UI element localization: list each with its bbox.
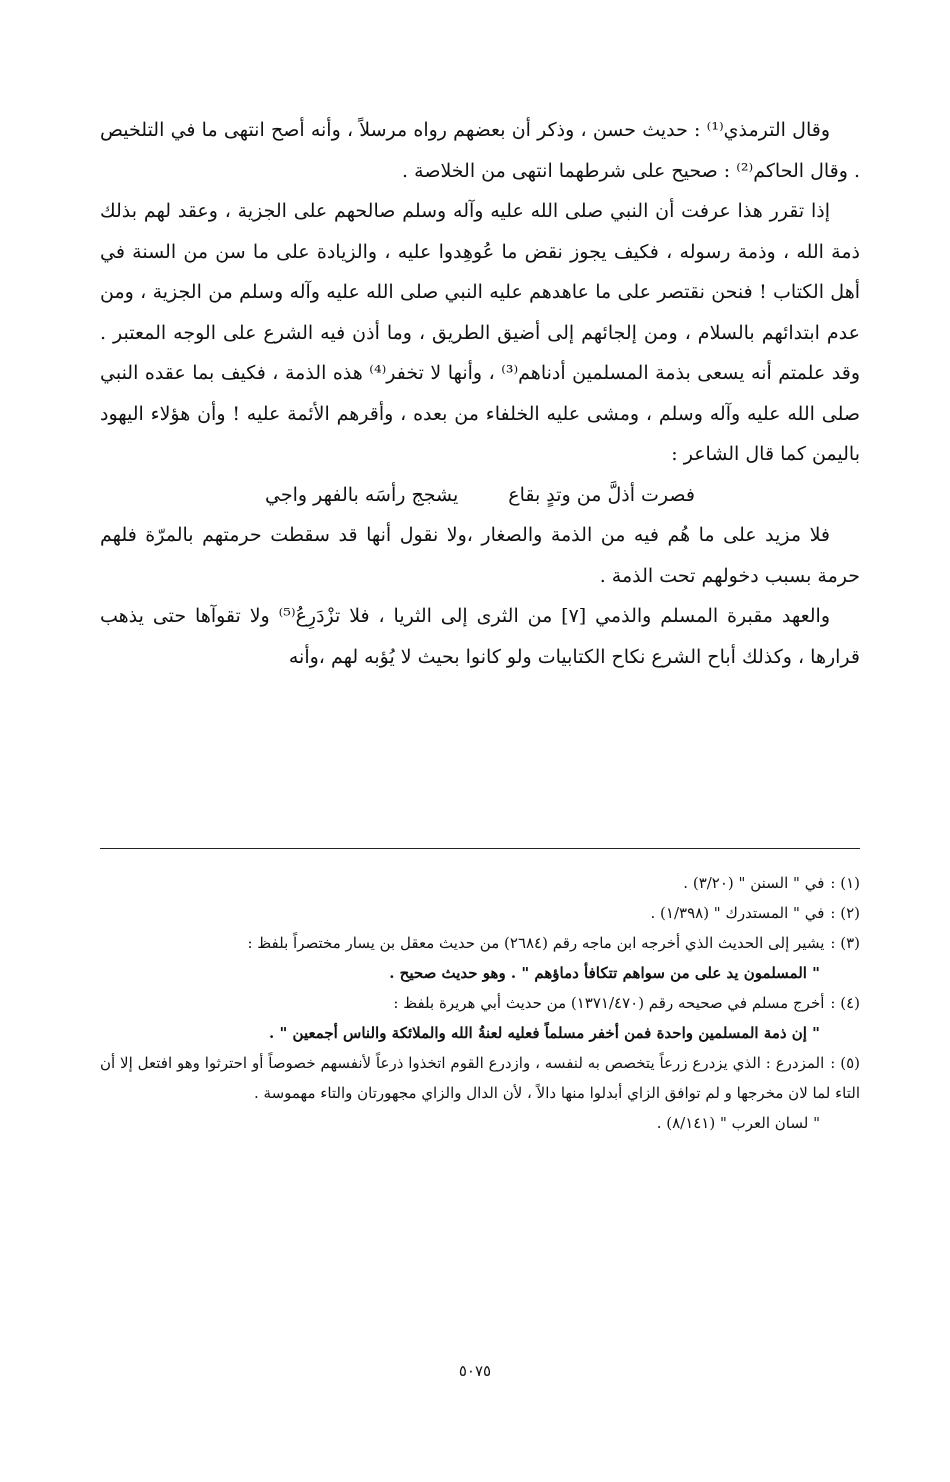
footnotes xyxy=(100,868,860,1138)
paragraph: وقال الترمذي⁽¹⁾ : حديث حسن ، وذكر أن بعضهم رواه مرسلاً ، وأنه أصح انتهى ما في التلخيص . وقال الحاكم⁽²⁾ : صحيح على شرطهما انتهى من الخلاصة . xyxy=(100,119,860,182)
footnote-quote: " المسلمون يد على من سواهم تتكافأ دماؤهم " . وهو حديث صحيح . xyxy=(389,964,820,982)
footnote-separator xyxy=(100,848,860,849)
footnote xyxy=(100,868,860,898)
footnote-number: (٤) : xyxy=(830,994,860,1012)
footnote-source: " لسان العرب " (٨/١٤١) . xyxy=(656,1114,820,1132)
footnote-number: (٥) : xyxy=(830,1054,860,1072)
footnote-quote: " إن ذمة المسلمين واحدة فمن أخفر مسلماً فعليه لعنةُ الله والملائكة والناس أجمعين " . xyxy=(269,1024,820,1042)
paragraph: إذا تقرر هذا عرفت أن النبي صلى الله عليه وآله وسلم صالحهم على الجزية ، وعقد لهم بذلك ذمة الله ، وذمة رسوله ، فكيف يجوز نقض ما عُوهِدوا عليه ، والزيادة على ما سن من السنة في أهل الكتاب ! فنحن نقتصر على ما عاهدهم عليه النبي صلى الله عليه وآله وسلم من الجزية ، ومن عدم ابتدائهم بالسلام ، ومن إلجائهم إلى أضيق الطريق ، وما أذن فيه الشرع على الوجه المعتبر . وقد علمتم أنه يسعى بذمة المسلمين أدناهم⁽³⁾ ، وأنها لا تخفر⁽⁴⁾ هذه الذمة ، فكيف بما عقده النبي صلى الله عليه وآله وسلم ، ومشى عليه الخلفاء من بعده ، وأقرهم الأئمة عليه ! وأن هؤلاء اليهود باليمن كما قال الشاعر : xyxy=(100,200,860,465)
footnote xyxy=(100,1048,860,1138)
footnote-number: (٢) : xyxy=(830,904,860,922)
footnote-number: (١) : xyxy=(830,874,860,892)
page-number: ٥٠٧٥ xyxy=(458,1362,492,1380)
footnote xyxy=(100,928,860,988)
verse-second-hemistich: يشجج رأسَه بالفهر واجي xyxy=(265,483,459,506)
footnote-text: المزدرع : الذي يزدرع زرعاً يتخصص به لنفسه ، وازدرع القوم اتخذوا ذرعاً لأنفسهم خصوصاً أو احترثوا وهو افتعل إلا أن التاء لما لان مخرجها و لم توافق الزاي أبدلوا منها دالاً ، لأن الدال والزاي مجهورتان والتاء مهموسة . xyxy=(100,1054,860,1102)
main-text xyxy=(100,110,860,677)
footnote xyxy=(100,988,860,1048)
footnote-text: في " المستدرك " (١/٣٩٨) . xyxy=(650,904,825,922)
footnote-text: أخرج مسلم في صحيحه رقم (١٣٧١/٤٧٠) من حديث أبي هريرة بلفظ : xyxy=(393,994,825,1012)
footnote-text: يشير إلى الحديث الذي أخرجه ابن ماجه رقم (٢٦٨٤) من حديث معقل بن يسار مختصراً بلفظ : xyxy=(247,934,825,952)
poetry-verse xyxy=(100,475,860,516)
verse-first-hemistich: فصرت أذلَّ من وتدٍ بقاع xyxy=(508,483,695,506)
paragraph: والعهد مقبرة المسلم والذمي [٧] من الثرى إلى الثريا ، فلا تزْدَرِعُ⁽⁵⁾ ولا تقوآها حتى يذهب قرارها ، وكذلك أباح الشرع نكاح الكتابيات ولو كانوا بحيث لا يُؤبه لهم ،وأنه xyxy=(100,605,860,668)
footnote xyxy=(100,898,860,928)
footnote-text: في " السنن " (٣/٢٠) . xyxy=(683,874,825,892)
paragraph: فلا مزيد على ما هُم فيه من الذمة والصغار ،ولا نقول أنها قد سقطت حرمتهم بالمرّة فلهم حرمة بسبب دخولهم تحت الذمة . xyxy=(100,524,860,587)
footnote-number: (٣) : xyxy=(830,934,860,952)
